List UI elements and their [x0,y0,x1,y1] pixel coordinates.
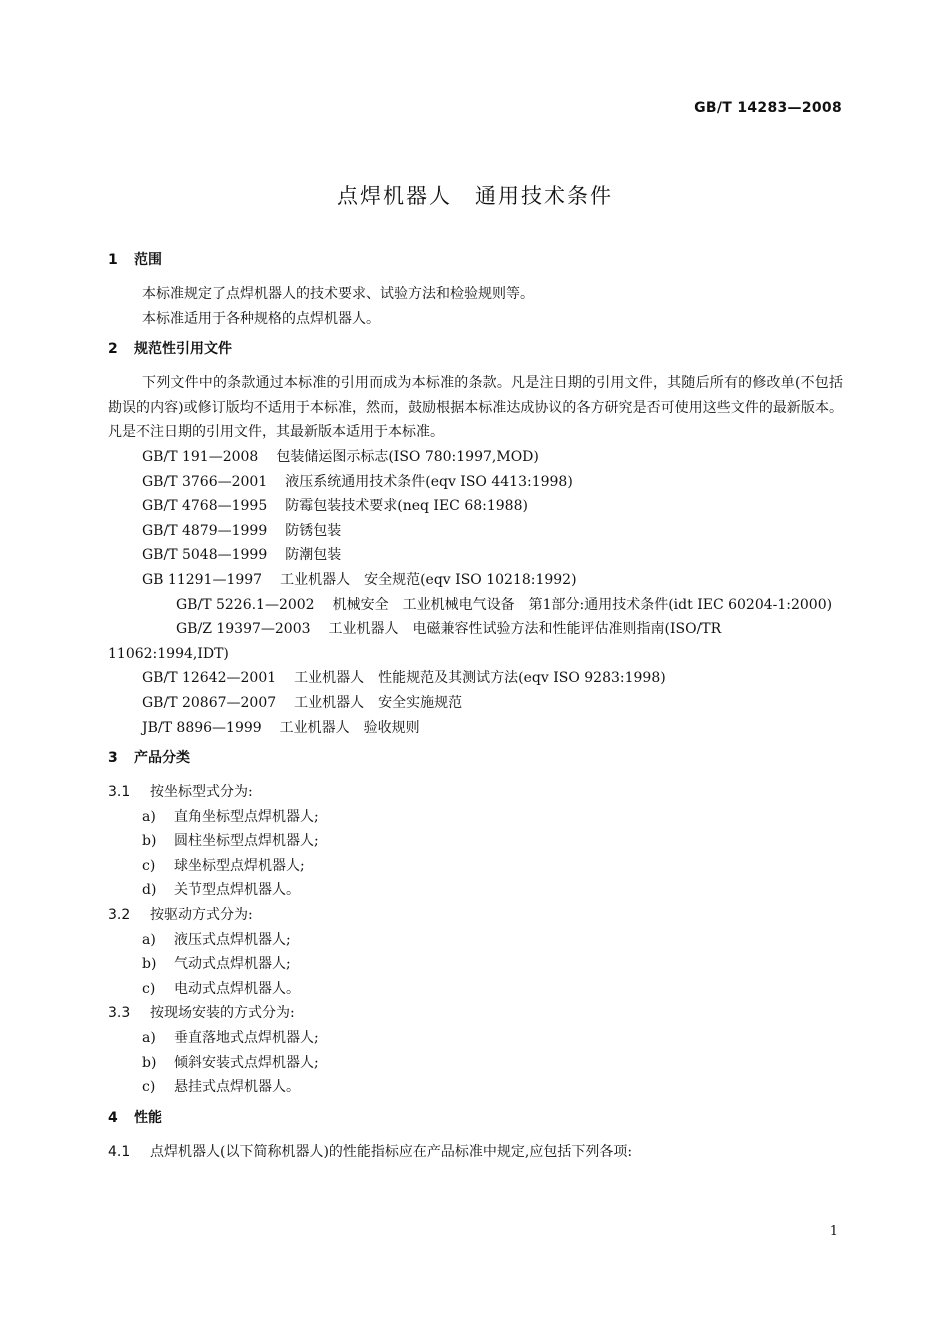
reference-item: GB/T 12642—2001 工业机器人 性能规范及其测试方法(eqv ISO 9283:1998) [142,670,666,687]
list-item: b) 倾斜安装式点焊机器人; [142,1054,319,1071]
document-title: 点焊机器人 通用技术条件 [337,184,613,208]
section-heading-performance [108,1106,843,1130]
reference-item: GB 11291—1997 工业机器人 安全规范(eqv ISO 10218:1992) [142,571,577,588]
reference-item: GB/T 4879—1999 防锈包装 [142,522,342,539]
document-body [108,248,843,1164]
section-title: 性能 [134,1109,162,1126]
section-number: 4 [108,1109,118,1126]
clause-3-2: 3.2 按驱动方式分为: [108,907,253,924]
standard-code: GB/T 14283—2008 [694,100,842,116]
paragraph: 本标准规定了点焊机器人的技术要求、试验方法和检验规则等。 [142,286,534,302]
list-item: a) 液压式点焊机器人; [142,931,291,948]
section-title: 规范性引用文件 [134,341,232,358]
list-item: c) 电动式点焊机器人。 [142,980,300,997]
reference-item: JB/T 8896—1999 工业机器人 验收规则 [142,719,420,736]
clause-3-3: 3.3 按现场安装的方式分为: [108,1005,295,1022]
section-title: 范围 [134,252,162,268]
list-item: c) 悬挂式点焊机器人。 [142,1079,300,1096]
section-number: 3 [108,750,118,767]
reference-item: GB/Z 19397—2003 工业机器人 电磁兼容性试验方法和性能评估准则指南(ISO/TR 11062:1994,IDT) [108,621,722,662]
section-heading-scope [108,248,843,272]
section-heading-normative-references [108,337,843,361]
clause-4-1: 4.1 点焊机器人(以下简称机器人)的性能指标应在产品标准中规定,应包括下列各项: [108,1143,633,1160]
reference-item: GB/T 3766—2001 液压系统通用技术条件(eqv ISO 4413:1998) [142,473,573,490]
reference-item: GB/T 4768—1995 防霉包装技术要求(neq IEC 68:1988) [142,498,528,515]
list-item: b) 气动式点焊机器人; [142,956,291,973]
paragraph-intro: 下列文件中的条款通过本标准的引用而成为本标准的条款。凡是注日期的引用文件，其随后所有的修改单(不包括勘误的内容)或修订版均不适用于本标准，然而，鼓励根据本标准达成协议的各方研究是否可使用这些文件的最新版本。凡是不注日期的引用文件，其最新版本适用于本标准。 [108,375,843,441]
list-item: d) 关节型点焊机器人。 [142,882,300,899]
section-heading-product-classification [108,746,843,770]
reference-item: GB/T 5048—1999 防潮包装 [142,547,342,564]
list-item: a) 直角坐标型点焊机器人; [142,808,319,825]
list-item: b) 圆柱坐标型点焊机器人; [142,833,319,850]
section-title: 产品分类 [134,750,190,767]
list-item: c) 球坐标型点焊机器人; [142,857,305,874]
clause-3-1: 3.1 按坐标型式分为: [108,784,253,801]
reference-item: GB/T 20867—2007 工业机器人 安全实施规范 [142,694,463,711]
reference-item: GB/T 5226.1—2002 机械安全 工业机械电气设备 第1部分:通用技术条件(idt IEC 60204-1:2000) [176,596,833,613]
reference-item: GB/T 191—2008 包装储运图示标志(ISO 780:1997,MOD) [142,448,539,465]
section-number: 2 [108,341,118,358]
paragraph: 本标准适用于各种规格的点焊机器人。 [142,310,380,327]
page-number: 1 [829,1224,838,1239]
section-number: 1 [108,252,118,268]
list-item: a) 垂直落地式点焊机器人; [142,1030,319,1047]
